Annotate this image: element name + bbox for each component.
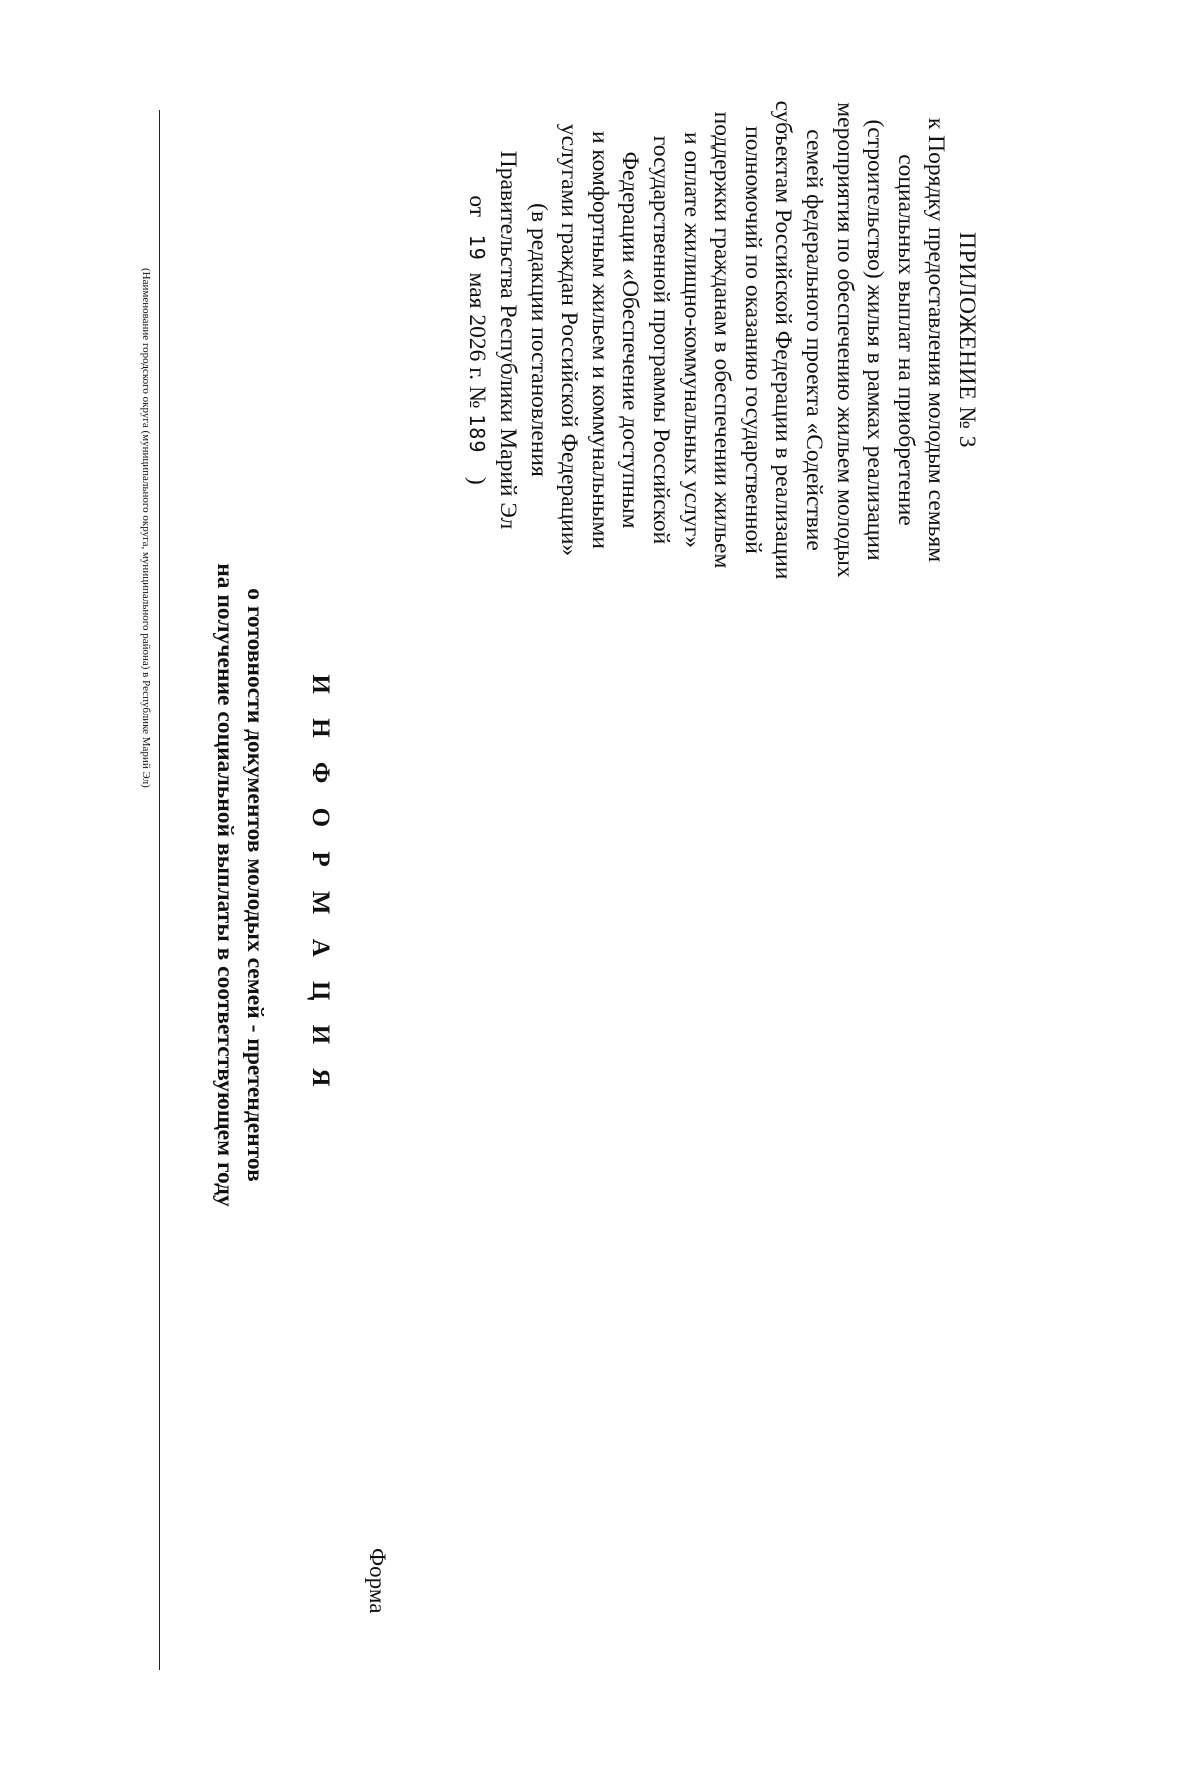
municipality-fill-line	[159, 110, 160, 1670]
date-number: 189	[465, 414, 490, 454]
appendix-line: и комфортным жильем и коммунальными	[586, 130, 613, 550]
appendix-line: социальных выплат на приобретение	[892, 154, 919, 526]
appendix-date-line	[462, 80, 493, 600]
appendix-line: полномочий по оказанию государственной	[739, 126, 766, 554]
appendix-line: (строительство) жилья в рамках реализации	[862, 119, 889, 561]
municipality-field-caption: (Наименование городского округа (муниципального округа, муниципального района) в Республике Марий Эл)	[140, 268, 152, 788]
date-prefix: от	[464, 195, 491, 218]
date-day: 19	[465, 234, 490, 261]
appendix-line: семей федерального проекта «Содействие	[801, 129, 828, 551]
appendix-line: мероприятия по обеспечению жильем молодых	[831, 102, 858, 578]
appendix-line: услугами граждан Российской Федерации»	[556, 123, 583, 557]
appendix-line: государственной программы Российской	[648, 135, 675, 545]
appendix-block	[462, 80, 982, 600]
appendix-line: Федерации «Обеспечение доступным	[617, 151, 644, 529]
date-month-year: мая 2026 г. №	[464, 272, 491, 409]
appendix-line: Правительства Республики Марий Эл	[495, 150, 522, 530]
document-subtitle	[210, 0, 270, 1770]
form-label: Форма	[365, 1548, 390, 1614]
appendix-line: поддержки гражданам в обеспечении жильем	[709, 111, 736, 569]
document-title: И Н Ф О Р М А Ц И Я	[307, 674, 334, 1096]
appendix-line: субъектам Российской Федерации в реализации	[770, 100, 797, 580]
appendix-line: (в редакции постановления	[525, 203, 552, 477]
subtitle-line-1: о готовности документов молодых семей - претендентов	[242, 588, 268, 1182]
appendix-line: к Порядку предоставления молодым семьям	[923, 117, 950, 563]
date-close-paren: )	[464, 476, 491, 485]
appendix-line: и оплате жилищно-коммунальных услуг»	[678, 132, 705, 548]
appendix-title: ПРИЛОЖЕНИЕ № 3	[954, 232, 980, 448]
subtitle-line-2: на получение социальной выплаты в соответствующем году	[212, 563, 238, 1207]
